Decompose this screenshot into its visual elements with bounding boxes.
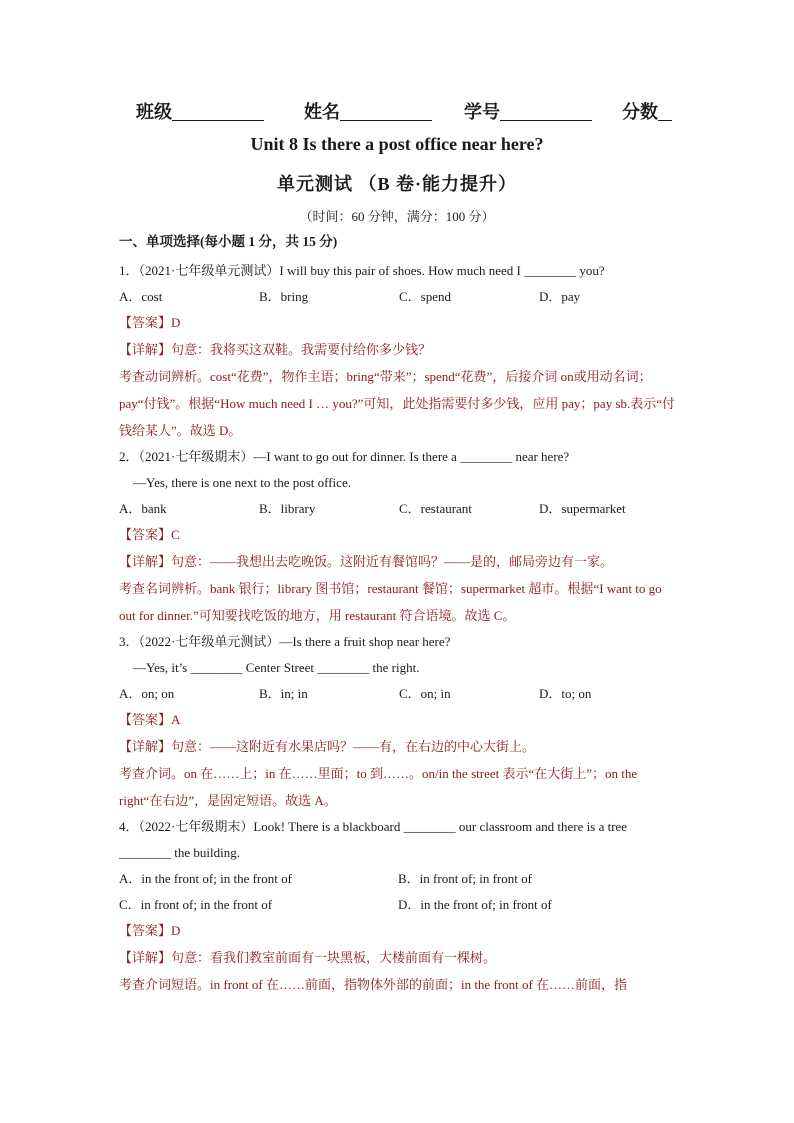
name-blank[interactable]	[340, 102, 432, 121]
detail-analysis: 考查介词。on 在……上；in 在……里面；to 到……。on/in the street 表示“在大街上”；on the right“在右边”，是固定短语。故选 A。	[119, 766, 638, 808]
answer-tag: 【答案】	[119, 712, 172, 727]
answer-value: D	[171, 315, 181, 330]
class-label: 班级	[136, 102, 172, 122]
detail-line	[119, 733, 679, 760]
option-d[interactable]: D．in the front of; in front of	[398, 897, 552, 912]
detail-line	[119, 548, 679, 575]
option-c[interactable]: C．restaurant	[399, 501, 472, 516]
detail-analysis: 考查介词短语。in front of 在……前面，指物体外部的前面；in the front of 在……前面，指	[119, 977, 628, 992]
name-label: 姓名	[304, 102, 340, 122]
detail-translation: 句意：看我们教室前面有一块黑板，大楼前面有一棵树。	[171, 950, 497, 965]
detail-tag: 【详解】	[119, 739, 172, 754]
options-row-2	[119, 892, 679, 918]
option-b[interactable]: B．in front of; in front of	[398, 871, 532, 886]
score-blank[interactable]	[658, 102, 672, 121]
option-b[interactable]: B．bring	[259, 289, 309, 304]
option-b[interactable]: B．library	[259, 501, 316, 516]
answer-line	[119, 522, 679, 548]
option-d[interactable]: D．pay	[539, 289, 581, 304]
answer-line	[119, 707, 679, 733]
question-stem-2: ________ the building.	[119, 845, 240, 860]
option-a[interactable]: A．on; on	[119, 686, 175, 701]
name-field[interactable]	[304, 98, 432, 124]
answer-tag: 【答案】	[119, 923, 172, 938]
detail-translation: 句意：我将买这双鞋。我需要付给你多少钱？	[171, 342, 432, 357]
answer-tag: 【答案】	[119, 315, 172, 330]
detail-tag: 【详解】	[119, 342, 172, 357]
options-row	[119, 681, 679, 707]
question-stem-2: —Yes, there is one next to the post office.	[133, 475, 351, 490]
option-c[interactable]: C．spend	[399, 289, 452, 304]
question-stem: 2．（2021·七年级期末）—I want to go out for dinner. Is there a ________ near here?	[119, 449, 570, 464]
answer-line	[119, 918, 679, 944]
score-field[interactable]	[622, 98, 672, 124]
unit-title: Unit 8 Is there a post office near here?	[250, 134, 544, 154]
option-a[interactable]: A．cost	[119, 289, 163, 304]
answer-value: D	[171, 923, 181, 938]
options-row	[119, 284, 679, 310]
class-blank[interactable]	[172, 102, 264, 121]
detail-translation: 句意：——我想出去吃晚饭。这附近有餐馆吗？——是的，邮局旁边有一家。	[171, 554, 614, 569]
option-a[interactable]: A．bank	[119, 501, 167, 516]
answer-tag: 【答案】	[119, 527, 172, 542]
time-note: （时间：60 分钟，满分：100 分）	[299, 209, 495, 224]
option-a[interactable]: A．in the front of; in the front of	[119, 871, 292, 886]
detail-analysis: 考查动词辨析。cost“花费”，物作主语；bring“带来”；spend“花费”，后接介词 on或用动名词；pay“付钱”。根据“How much need I … you?”可知，此处指需要付多少钱，应用 pay；pay sb.表示“付钱给某人”。故选 D。	[119, 369, 676, 438]
id-label: 学号	[464, 102, 500, 122]
id-field[interactable]	[464, 98, 592, 124]
question-1	[119, 258, 679, 444]
detail-translation: 句意：——这附近有水果店吗？——有，在右边的中心大街上。	[171, 739, 536, 754]
test-subtitle: 单元测试 （B 卷·能力提升）	[276, 174, 517, 194]
question-stem: 3．（2022·七年级单元测试）—Is there a fruit shop near here?	[119, 634, 451, 649]
option-d[interactable]: D．supermarket	[539, 501, 626, 516]
option-d[interactable]: D．to; on	[539, 686, 592, 701]
question-3	[119, 629, 679, 814]
question-stem: 4．（2022·七年级期末）Look! There is a blackboard ________ our classroom and there is a tree	[119, 819, 628, 834]
options-row	[119, 496, 679, 522]
detail-line	[119, 944, 679, 971]
class-field[interactable]	[136, 98, 264, 124]
detail-tag: 【详解】	[119, 950, 172, 965]
question-4	[119, 814, 679, 998]
option-c[interactable]: C．in front of; in the front of	[119, 897, 273, 912]
section-title: 一、单项选择(每小题 1 分，共 15 分)	[119, 234, 338, 249]
id-blank[interactable]	[500, 102, 592, 121]
detail-tag: 【详解】	[119, 554, 172, 569]
question-content	[119, 232, 679, 998]
detail-analysis: 考查名词辨析。bank 银行；library 图书馆；restaurant 餐馆；supermarket 超市。根据“I want to go out for dinner.”可知要找吃饭的地方，用 restaurant 符合语境。故选 C。	[119, 581, 662, 623]
option-c[interactable]: C．on; in	[399, 686, 451, 701]
option-b[interactable]: B．in; in	[259, 686, 308, 701]
answer-line	[119, 310, 679, 336]
answer-value: C	[171, 527, 180, 542]
question-stem-2: —Yes, it’s ________ Center Street ________ the right.	[133, 660, 420, 675]
score-label: 分数	[622, 102, 658, 122]
question-2	[119, 444, 679, 629]
question-stem: 1．（2021·七年级单元测试）I will buy this pair of shoes. How much need I ________ you?	[119, 263, 605, 278]
answer-value: A	[171, 712, 181, 727]
options-row-1	[119, 866, 679, 892]
detail-line	[119, 336, 679, 363]
